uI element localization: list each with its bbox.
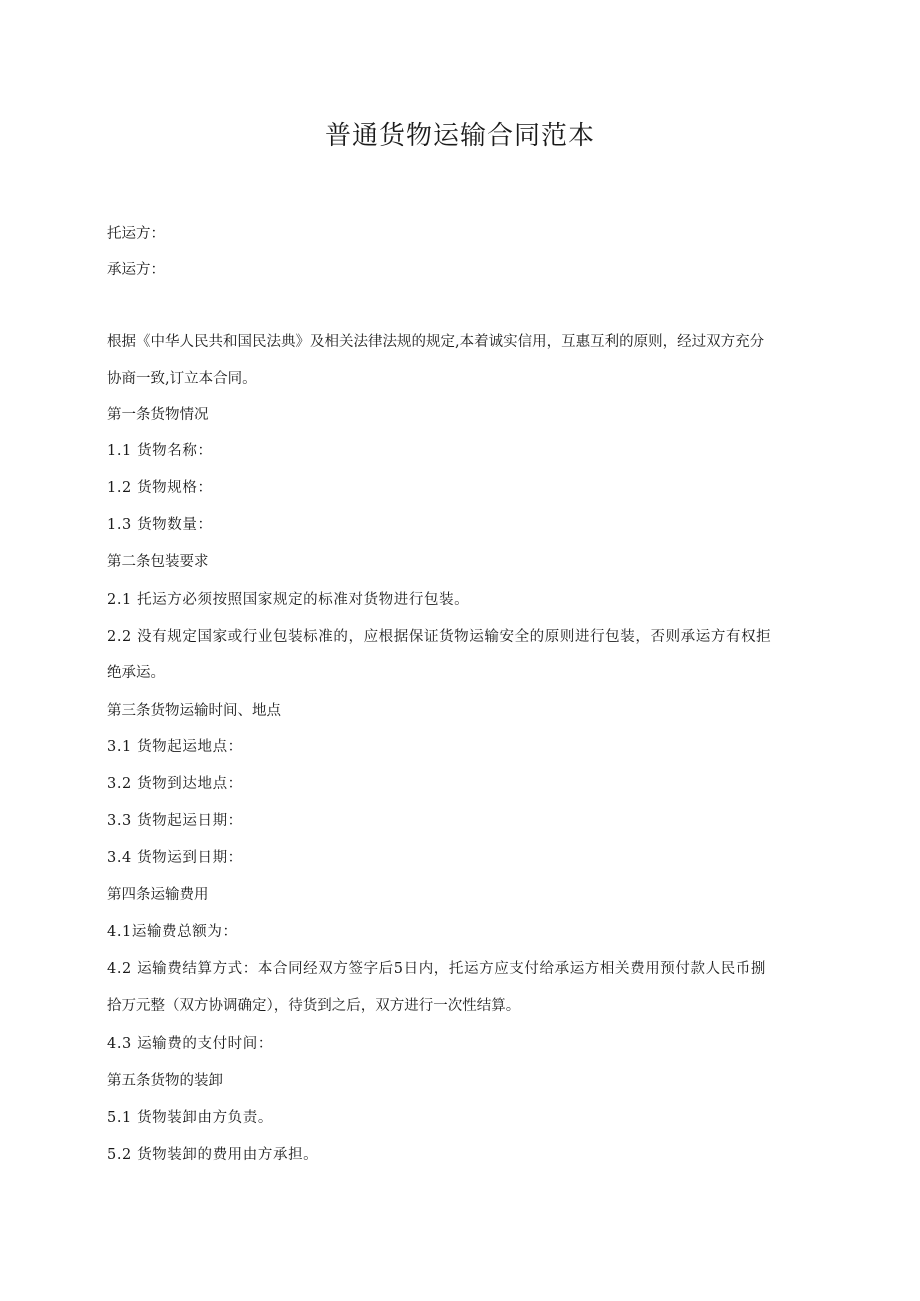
clause-1-3: 1.3 货物数量： <box>107 517 213 533</box>
preamble-line-1: 根据《中华人民共和国民法典》及相关法律法规的规定,本着诚实信用，互惠互利的原则，经过双方充分 <box>107 334 765 350</box>
shipper-field: 托运方： <box>107 226 165 242</box>
clause-1-1: 1.1 货物名称： <box>107 443 213 459</box>
article-2-heading: 第二条包装要求 <box>107 554 209 570</box>
clause-3-1: 3.1 货物起运地点： <box>107 739 243 755</box>
article-5-heading: 第五条货物的装卸 <box>107 1073 223 1089</box>
clause-4-1: 4.1运输费总额为： <box>107 924 238 940</box>
article-3-heading: 第三条货物运输时间、地点 <box>107 703 281 719</box>
clause-3-2: 3.2 货物到达地点： <box>107 776 243 792</box>
clause-3-4: 3.4 货物运到日期： <box>107 850 243 866</box>
clause-2-1: 2.1 托运方必须按照国家规定的标准对货物进行包装。 <box>107 592 470 608</box>
clause-4-3: 4.3 运输费的支付时间： <box>107 1036 273 1052</box>
document-title: 普通货物运输合同范本 <box>324 121 595 151</box>
clause-3-3: 3.3 货物起运日期： <box>107 813 243 829</box>
article-1-heading: 第一条货物情况 <box>107 407 209 423</box>
clause-4-2-line-1: 4.2 运输费结算方式：本合同经双方签字后5日内，托运方应支付给承运方相关费用预付款人民币捌 <box>107 961 766 977</box>
clause-2-2-line-2: 绝承运。 <box>107 665 165 681</box>
preamble-line-2: 协商一致,订立本合同。 <box>107 371 257 387</box>
article-4-heading: 第四条运输费用 <box>107 887 209 903</box>
clause-2-2-line-1: 2.2 没有规定国家或行业包装标准的，应根据保证货物运输安全的原则进行包装，否则承运方有权拒 <box>107 629 772 645</box>
clause-5-2: 5.2 货物装卸的费用由方承担。 <box>107 1147 319 1163</box>
clause-1-2: 1.2 货物规格： <box>107 480 213 496</box>
clause-4-2-line-2: 拾万元整（双方协调确定），待货到之后，双方进行一次性结算。 <box>107 998 521 1014</box>
carrier-field: 承运方： <box>107 262 165 278</box>
clause-5-1: 5.1 货物装卸由方负责。 <box>107 1110 273 1126</box>
